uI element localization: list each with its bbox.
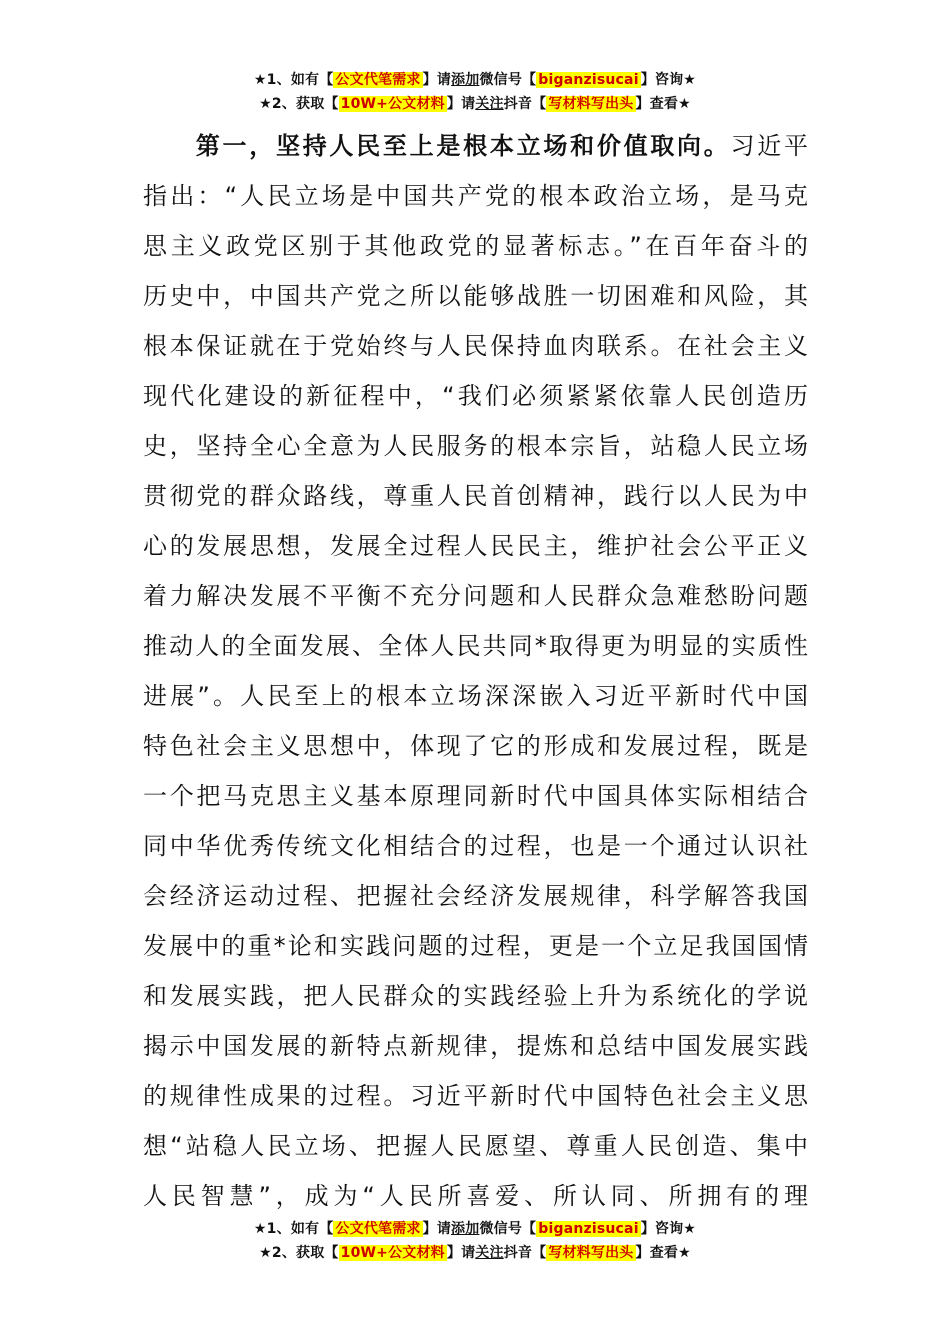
text-line: 贯彻党的群众路线，尊重人民首创精神，践行以人民为中 xyxy=(143,482,808,510)
text-line: 一个把马克思主义基本原理同新时代中国具体实际相结合 xyxy=(143,782,808,810)
text-line: 着力解决发展不平衡不充分问题和人民群众急难愁盼问题 xyxy=(143,582,808,610)
banner-text: 】查看★ xyxy=(635,1245,691,1261)
text-line: 思主义政党区别于其他政党的显著标志。”在百年奋斗的 xyxy=(143,232,808,260)
text-line: 根本保证就在于党始终与人民保持血肉联系。在社会主义 xyxy=(143,332,808,360)
banner-text: 抖音【 xyxy=(503,1245,547,1261)
banner-text: ★2、获取【 xyxy=(259,1245,339,1261)
highlight-materials: 10W+公文材料 xyxy=(340,1245,445,1261)
text-line: 的规律性成果的过程。习近平新时代中国特色社会主义思 xyxy=(143,1082,808,1110)
banner-text: 】咨询★ xyxy=(640,72,697,88)
highlight-wechat-id: biganzisucai xyxy=(538,1221,639,1237)
text-line: 历史中，中国共产党之所以能够战胜一切困难和风险，其 xyxy=(143,282,808,310)
banner-text: ★2、获取【 xyxy=(259,96,339,112)
highlight-materials: 10W+公文材料 xyxy=(340,96,445,112)
text-line: 会经济运动过程、把握社会经济发展规律，科学解答我国 xyxy=(143,882,808,910)
banner-text: ★1、如有【 xyxy=(253,72,334,88)
banner-text: 】请 xyxy=(422,72,452,88)
highlight-douyin: 写材料写出头 xyxy=(548,96,634,112)
text-line: 想“站稳人民立场、把握人民愿望、尊重人民创造、集中 xyxy=(143,1132,808,1160)
text-line: 和发展实践，把人民群众的实践经验上升为系统化的学说 xyxy=(143,982,808,1010)
banner-underlined-text: 关注 xyxy=(475,96,504,112)
banner-text: 】查看★ xyxy=(635,96,691,112)
text-line: 揭示中国发展的新特点新规律，提炼和总结中国发展实践 xyxy=(143,1032,808,1060)
banner-text: 】咨询★ xyxy=(640,1221,697,1237)
banner-underlined-text: 添加 xyxy=(451,1221,480,1237)
text-line: 同中华优秀传统文化相结合的过程，也是一个通过认识社 xyxy=(143,832,808,860)
footer-banner xyxy=(0,1217,950,1265)
highlight-douyin: 写材料写出头 xyxy=(548,1245,634,1261)
text-line: 发展中的重*论和实践问题的过程，更是一个立足我国国情 xyxy=(143,932,808,960)
banner-text: ★1、如有【 xyxy=(253,1221,334,1237)
banner-text: 抖音【 xyxy=(503,96,547,112)
banner-text: 微信号【 xyxy=(479,1221,537,1237)
text-span: 习近平 xyxy=(730,132,809,160)
text-line: 进展”。人民至上的根本立场深深嵌入习近平新时代中国 xyxy=(143,682,808,710)
text-line: 人民智慧”，成为“人民所喜爱、所认同、所拥有的理 xyxy=(143,1182,808,1210)
text-line: 心的发展思想，发展全过程人民民主，维护社会公平正义 xyxy=(143,532,808,560)
document-body xyxy=(143,121,808,1221)
banner-text: 微信号【 xyxy=(479,72,537,88)
banner-underlined-text: 添加 xyxy=(451,72,480,88)
banner-line-1 xyxy=(0,1217,950,1241)
text-line: 现代化建设的新征程中，“我们必须紧紧依靠人民创造历 xyxy=(143,382,808,410)
header-banner xyxy=(0,68,950,116)
text-line: 推动人的全面发展、全体人民共同*取得更为明显的实质性 xyxy=(143,632,808,660)
banner-text: 】请 xyxy=(446,1245,476,1261)
banner-text: 】请 xyxy=(422,1221,452,1237)
banner-text: 】请 xyxy=(446,96,476,112)
paragraph-lead: 第一，坚持人民至上是根本立场和价值取向。 xyxy=(193,132,731,160)
highlight-service: 公文代笔需求 xyxy=(335,1221,421,1237)
highlight-wechat-id: biganzisucai xyxy=(538,72,639,88)
text-line: 特色社会主义思想中，体现了它的形成和发展过程，既是 xyxy=(143,732,808,760)
banner-line-1 xyxy=(0,68,950,92)
paragraph-first-line xyxy=(143,121,808,171)
banner-line-2 xyxy=(0,92,950,116)
text-line: 指出：“人民立场是中国共产党的根本政治立场，是马克 xyxy=(143,182,808,210)
banner-underlined-text: 关注 xyxy=(475,1245,504,1261)
text-line: 史，坚持全心全意为人民服务的根本宗旨，站稳人民立场 xyxy=(143,432,808,460)
highlight-service: 公文代笔需求 xyxy=(335,72,421,88)
banner-line-2 xyxy=(0,1241,950,1265)
